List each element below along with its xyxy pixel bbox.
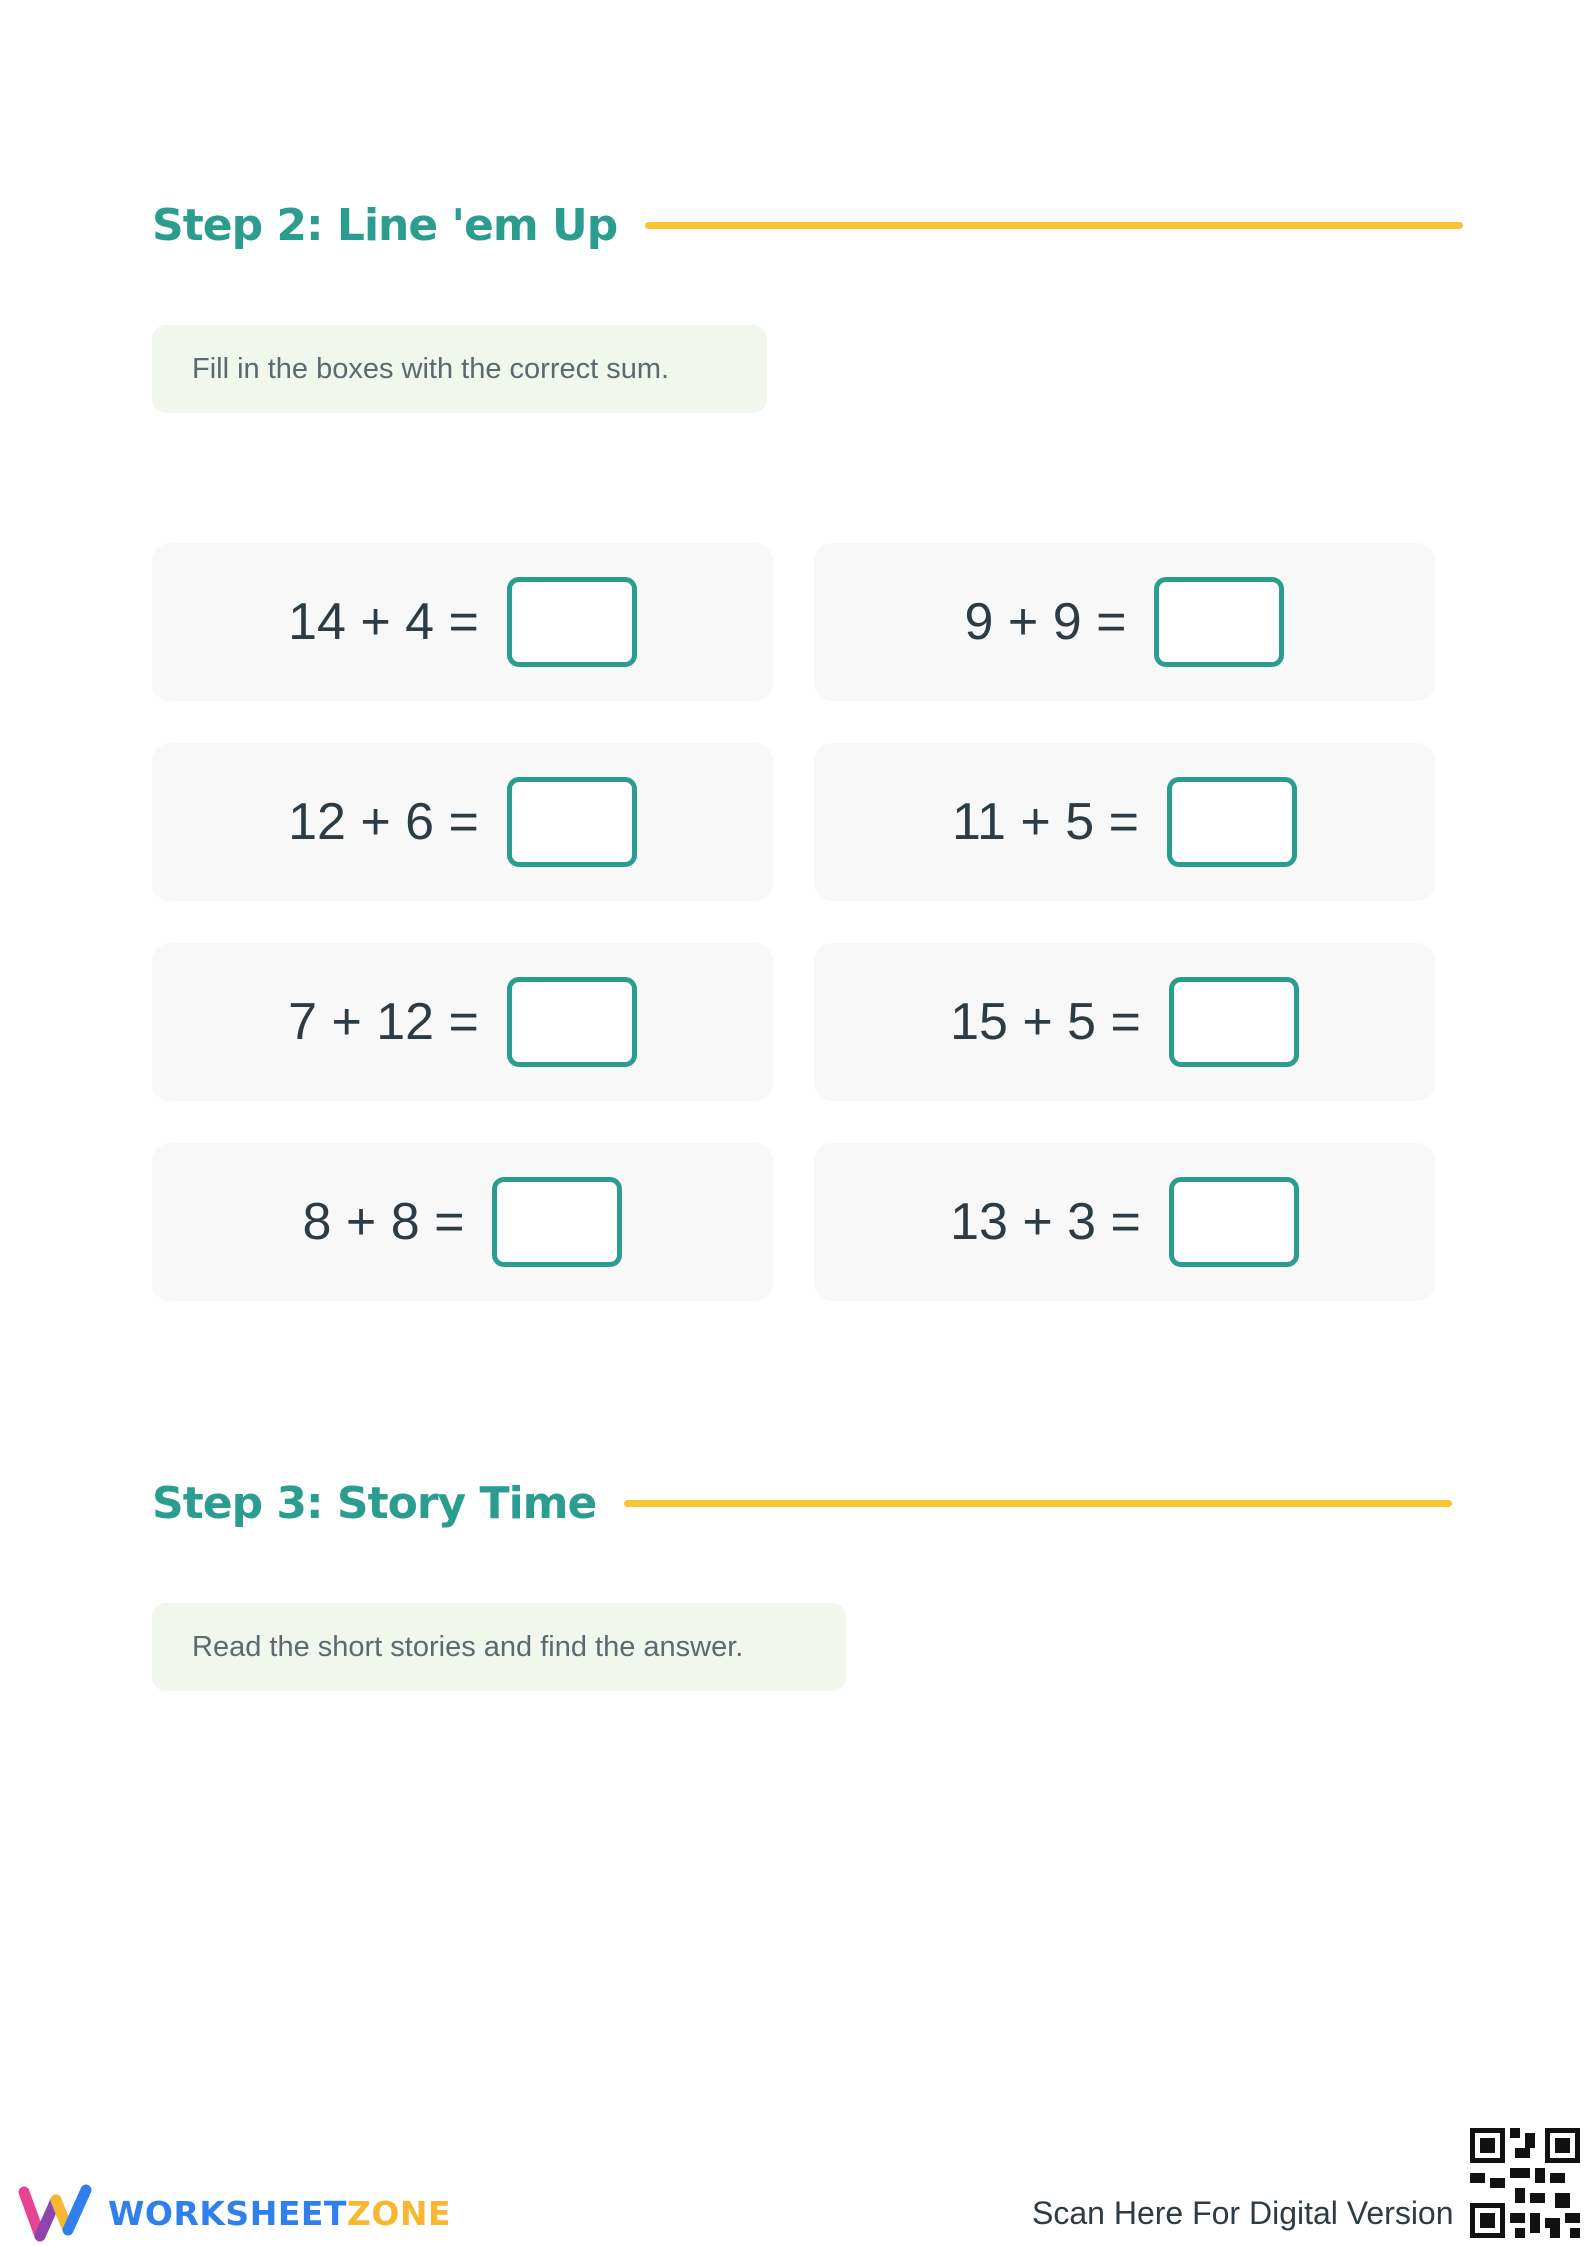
step2-divider xyxy=(645,222,1463,229)
step2-title: Step 2: Line 'em Up xyxy=(152,200,618,251)
scan-text: Scan Here For Digital Version xyxy=(1032,2195,1454,2231)
problem-equation: 7 + 12 = xyxy=(288,993,479,1051)
answer-box[interactable] xyxy=(507,577,637,667)
answer-box[interactable] xyxy=(507,977,637,1067)
problem-card xyxy=(814,943,1435,1101)
step3-divider xyxy=(624,1500,1452,1507)
answer-box[interactable] xyxy=(1154,577,1284,667)
answer-box[interactable] xyxy=(1167,777,1297,867)
answer-box[interactable] xyxy=(1169,1177,1299,1267)
problem-card xyxy=(814,543,1435,701)
qr-code-icon[interactable] xyxy=(1470,2128,1580,2238)
problem-equation: 9 + 9 = xyxy=(964,593,1127,651)
step3-instruction: Read the short stories and find the answer. xyxy=(152,1603,846,1691)
step2-instruction: Fill in the boxes with the correct sum. xyxy=(152,325,767,413)
problem-card xyxy=(152,543,773,701)
problem-card xyxy=(152,743,773,901)
worksheetzone-logo xyxy=(18,2184,451,2242)
problem-equation: 13 + 3 = xyxy=(950,1193,1141,1251)
problem-equation: 15 + 5 = xyxy=(950,993,1141,1051)
step3-title: Step 3: Story Time xyxy=(152,1478,597,1529)
answer-box[interactable] xyxy=(1169,977,1299,1067)
problem-card xyxy=(152,1143,773,1301)
logo-text: WORKSHEETZONE xyxy=(108,2193,452,2233)
answer-box[interactable] xyxy=(492,1177,622,1267)
step2-header xyxy=(152,200,1463,251)
problem-card xyxy=(152,943,773,1101)
problem-equation: 14 + 4 = xyxy=(288,593,479,651)
problem-card xyxy=(814,743,1435,901)
problem-card xyxy=(814,1143,1435,1301)
problem-equation: 8 + 8 = xyxy=(302,1193,465,1251)
logo-w-icon xyxy=(18,2184,94,2242)
answer-box[interactable] xyxy=(507,777,637,867)
problem-equation: 11 + 5 = xyxy=(952,793,1139,851)
problem-equation: 12 + 6 = xyxy=(288,793,479,851)
step3-header xyxy=(152,1478,1452,1529)
